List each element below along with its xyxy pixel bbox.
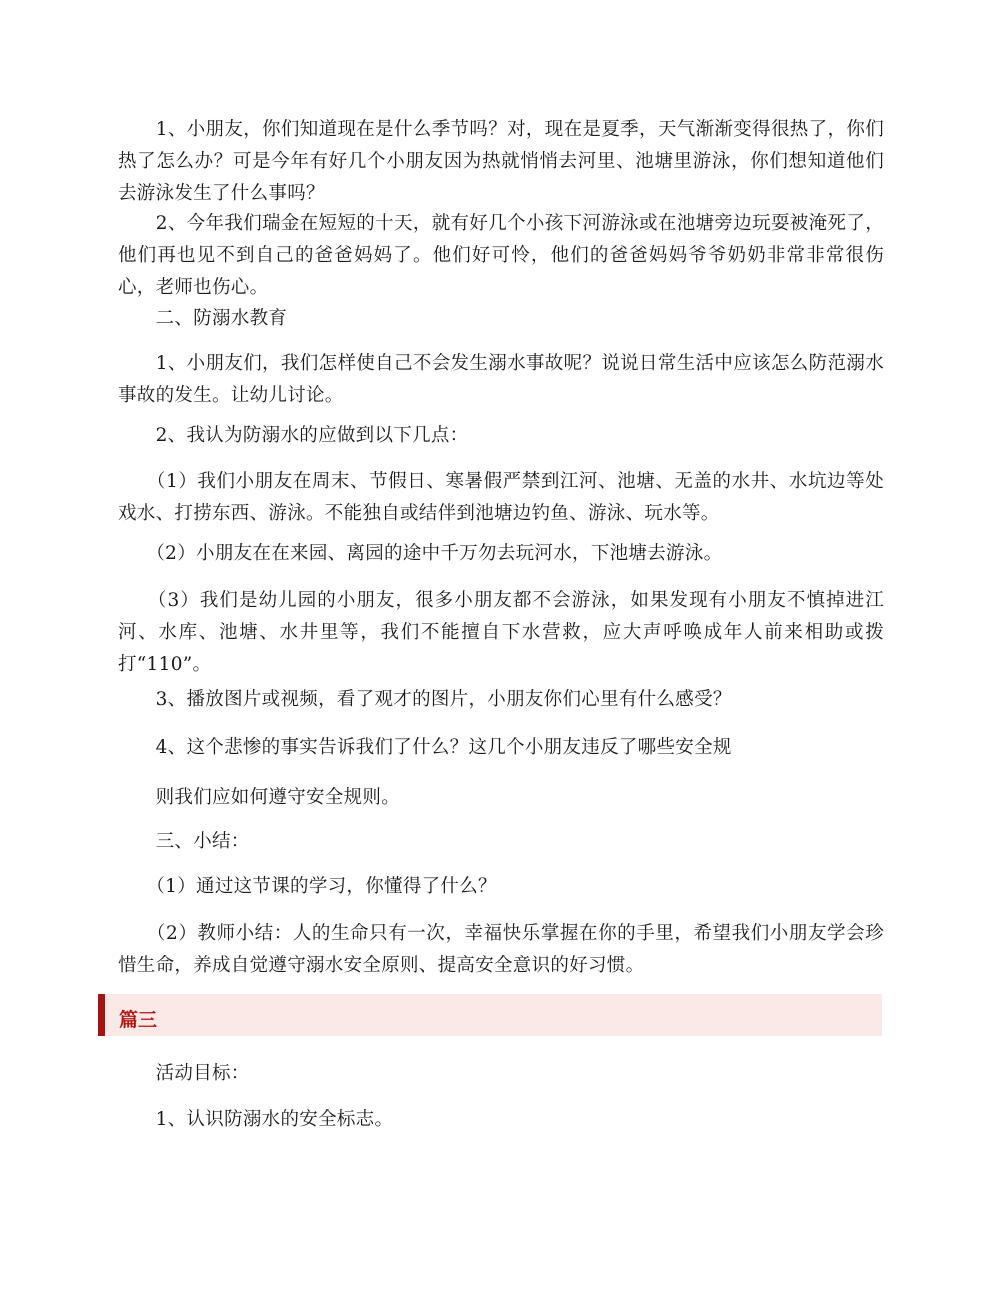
- paragraph-education-4: 4、这个悲惨的事实告诉我们了什么？这几个小朋友违反了哪些安全规: [118, 737, 732, 758]
- paragraph-point-3: （3）我们是幼儿园的小朋友，很多小朋友都不会游泳，如果发现有小朋友不慎掉进江河、水库、池塘、水井里等，我们不能擅自下水营救，应大声呼唤成年人前来相助或拨打“110”。: [118, 590, 884, 675]
- paragraph-education-2: 2、我认为防溺水的应做到以下几点：: [118, 425, 469, 446]
- paragraph-summary-1: （1）通过这节课的学习，你懂得了什么？: [118, 876, 497, 897]
- paragraph-heading-3: 三、小结：: [118, 831, 250, 852]
- paragraph-summary-2: （2）教师小结：人的生命只有一次，幸福快乐掌握在你的手里，希望我们小朋友学会珍惜生命，养成自觉遵守溺水安全原则、提高安全意识的好习惯。: [118, 923, 884, 976]
- section-heading-bar: [98, 994, 882, 1036]
- paragraph-activity-goal: 活动目标：: [118, 1063, 250, 1084]
- paragraph-point-1: （1）我们小朋友在周末、节假日、寒暑假严禁到江河、池塘、无盖的水井、水坑边等处戏水、打捞东西、游泳。不能独自或结伴到池塘边钓鱼、游泳、玩水等。: [118, 471, 884, 524]
- paragraph-goal-1: 1、认识防溺水的安全标志。: [118, 1109, 394, 1130]
- paragraph-intro-2: 2、今年我们瑞金在短短的十天，就有好几个小孩下河游泳或在池塘旁边玩耍被淹死了，他们再也见不到自己的爸爸妈妈了。他们好可怜，他们的爸爸妈妈爷爷奶奶非常非常很伤心，老师也伤心。: [118, 213, 884, 298]
- paragraph-education-1: 1、小朋友们，我们怎样使自己不会发生溺水事故呢？说说日常生活中应该怎么防范溺水事故的发生。让幼儿讨论。: [118, 353, 884, 406]
- paragraph-heading-2: 二、防溺水教育: [118, 308, 288, 329]
- paragraph-point-2: （2）小朋友在在来园、离园的途中千万勿去玩河水，下池塘去游泳。: [118, 543, 723, 564]
- paragraph-education-3: 3、播放图片或视频，看了观才的图片，小朋友你们心里有什么感受？: [118, 689, 732, 710]
- section-title: 篇三: [119, 1009, 158, 1031]
- paragraph-education-4-cont: 则我们应如何遵守安全规则。: [118, 787, 401, 808]
- paragraph-intro-1: 1、小朋友，你们知道现在是什么季节吗？对，现在是夏季，天气渐渐变得很热了，你们热了怎么办？可是今年有好几个小朋友因为热就悄悄去河里、池塘里游泳，你们想知道他们去游泳发生了什么事吗？: [118, 119, 884, 204]
